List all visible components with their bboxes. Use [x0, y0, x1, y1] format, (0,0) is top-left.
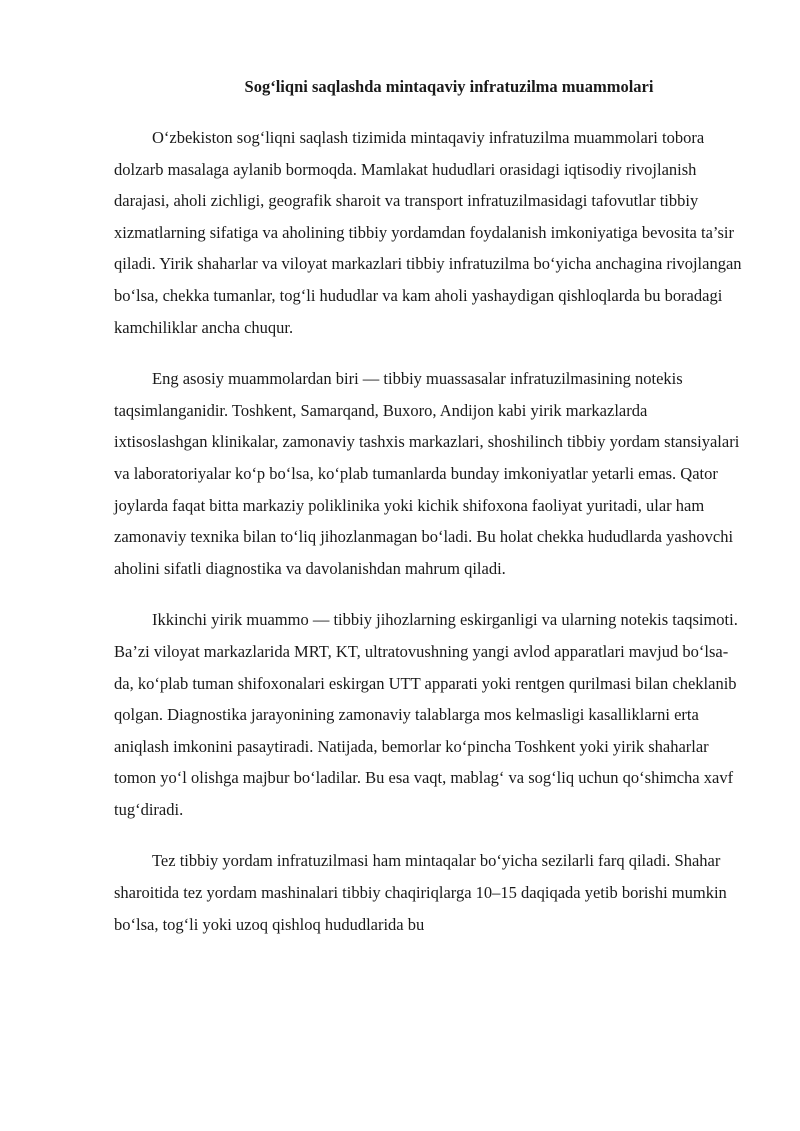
paragraph-4: Tez tibbiy yordam infratuzilmasi ham mintaqalar bo‘yicha sezilarli farq qiladi. Shahar sharoitida tez yordam mashinalari tibbiy chaqiriqlarga 10–15 daqiqada yetib borishi mumkin bo‘lsa, tog‘li yoki uzoq qishloq hududlarida bu: [114, 851, 727, 934]
paragraph-1: O‘zbekiston sog‘liqni saqlash tizimida mintaqaviy infratuzilma muammolari tobora dolzarb masalaga aylanib bormoqda. Mamlakat hududlari orasidagi iqtisodiy rivojlanish darajasi, aholi zichligi, geografik sharoit va transport infratuzilmasidagi tafovutlar tibbiy xizmatlarning sifatiga va aholining tibbiy yordamdan foydalanish imkoniyatiga bevosita ta’sir qiladi. Yirik shaharlar va viloyat markazlari tibbiy infratuzilma bo‘yicha anchagina rivojlangan bo‘lsa, chekka tumanlar, tog‘li hududlar va kam aholi yashaydigan qishloqlarda bu boradagi kamchiliklar ancha chuqur.: [114, 128, 742, 337]
document-title: Sog‘liqni saqlashda mintaqaviy infratuzilma muammolari: [244, 77, 654, 96]
paragraph-2: Eng asosiy muammolardan biri — tibbiy muassasalar infratuzilmasining notekis taqsimlanganidir. Toshkent, Samarqand, Buxoro, Andijon kabi yirik markazlarda ixtisoslashgan klinikalar, zamonaviy tashxis markazlari, shoshilinch tibbiy yordam stansiyalari va laboratoriyalar ko‘p bo‘lsa, ko‘plab tumanlarda bunday imkoniyatlar yetarli emas. Qator joylarda faqat bitta markaziy poliklinika yoki kichik shifoxona faoliyat yuritadi, ular ham zamonaviy texnika bilan to‘liq jihozlanmagan bo‘ladi. Bu holat chekka hududlarda yashovchi aholini sifatli diagnostika va davolanishdan mahrum qiladi.: [114, 369, 740, 578]
paragraph-3: Ikkinchi yirik muammo — tibbiy jihozlarning eskirganligi va ularning notekis taqsimoti. Ba’zi viloyat markazlarida MRT, KT, ultratovushning yangi avlod apparatlari mavjud bo‘lsa-da, ko‘plab tuman shifoxonalari eskirgan UTT apparati yoki rentgen qurilmasi bilan cheklanib qolgan. Diagnostika jarayonining zamonaviy talablarga mos kelmasligi kasalliklarni erta aniqlash imkonini pasaytiradi. Natijada, bemorlar ko‘pincha Toshkent yoki yirik shaharlar tomon yo‘l olishga majbur bo‘ladilar. Bu esa vaqt, mablag‘ va sog‘liq uchun qo‘shimcha xavf tug‘diradi.: [114, 610, 738, 819]
